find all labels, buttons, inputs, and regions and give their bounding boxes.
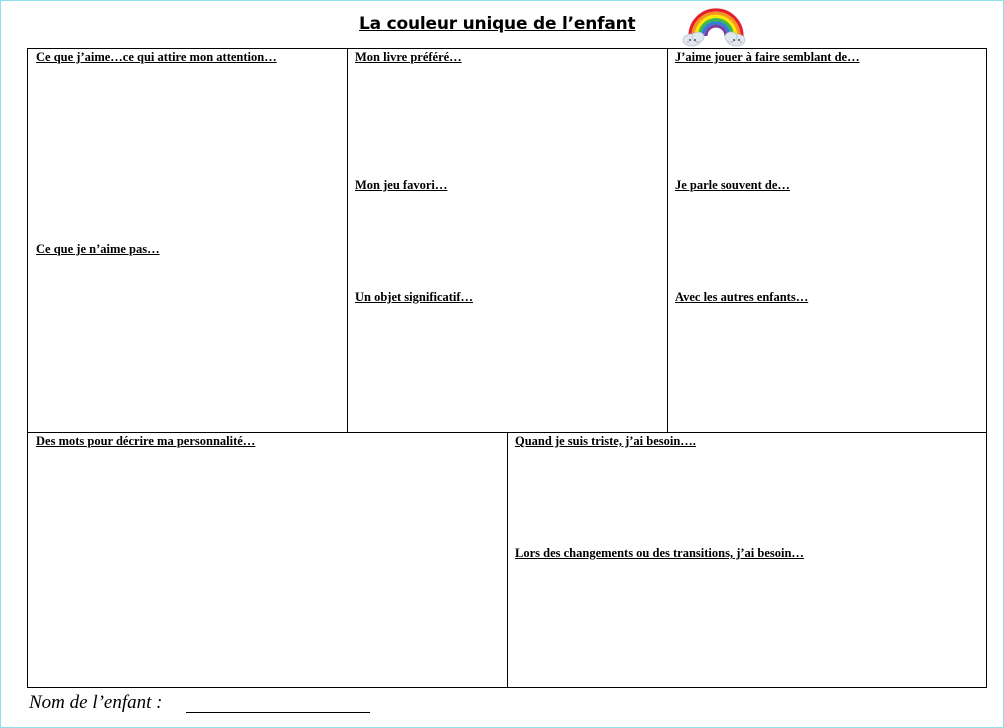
label-favorite-book: Mon livre préféré… [355, 50, 462, 64]
cell-personality[interactable] [28, 433, 507, 687]
label-during-transitions: Lors des changements ou des transitions, j’ai besoin… [515, 546, 804, 560]
label-with-other-children: Avec les autres enfants… [675, 290, 809, 304]
form-grid [27, 48, 987, 688]
label-personality-words: Des mots pour décrire ma personnalité… [36, 434, 256, 448]
header [0, 2, 1004, 46]
cell-favorites[interactable] [348, 49, 667, 432]
label-pretend-play: J’aime jouer à faire semblant de… [675, 50, 860, 64]
rainbow-with-clouds-icon [682, 2, 750, 48]
child-name-field[interactable] [186, 712, 370, 713]
label-dislikes: Ce que je n’aime pas… [36, 242, 160, 256]
label-meaningful-object: Un objet significatif… [355, 290, 474, 304]
cell-likes[interactable] [28, 49, 347, 432]
page-title: La couleur unique de l’enfant [359, 14, 636, 34]
cell-needs[interactable] [508, 433, 986, 687]
label-likes: Ce que j’aime…ce qui attire mon attention… [36, 50, 277, 64]
cell-play[interactable] [668, 49, 986, 432]
label-favorite-game: Mon jeu favori… [355, 178, 448, 192]
label-often-talk-about: Je parle souvent de… [675, 178, 790, 192]
label-when-sad: Quand je suis triste, j’ai besoin…. [515, 434, 696, 448]
child-name-label: Nom de l’enfant : [29, 692, 163, 713]
